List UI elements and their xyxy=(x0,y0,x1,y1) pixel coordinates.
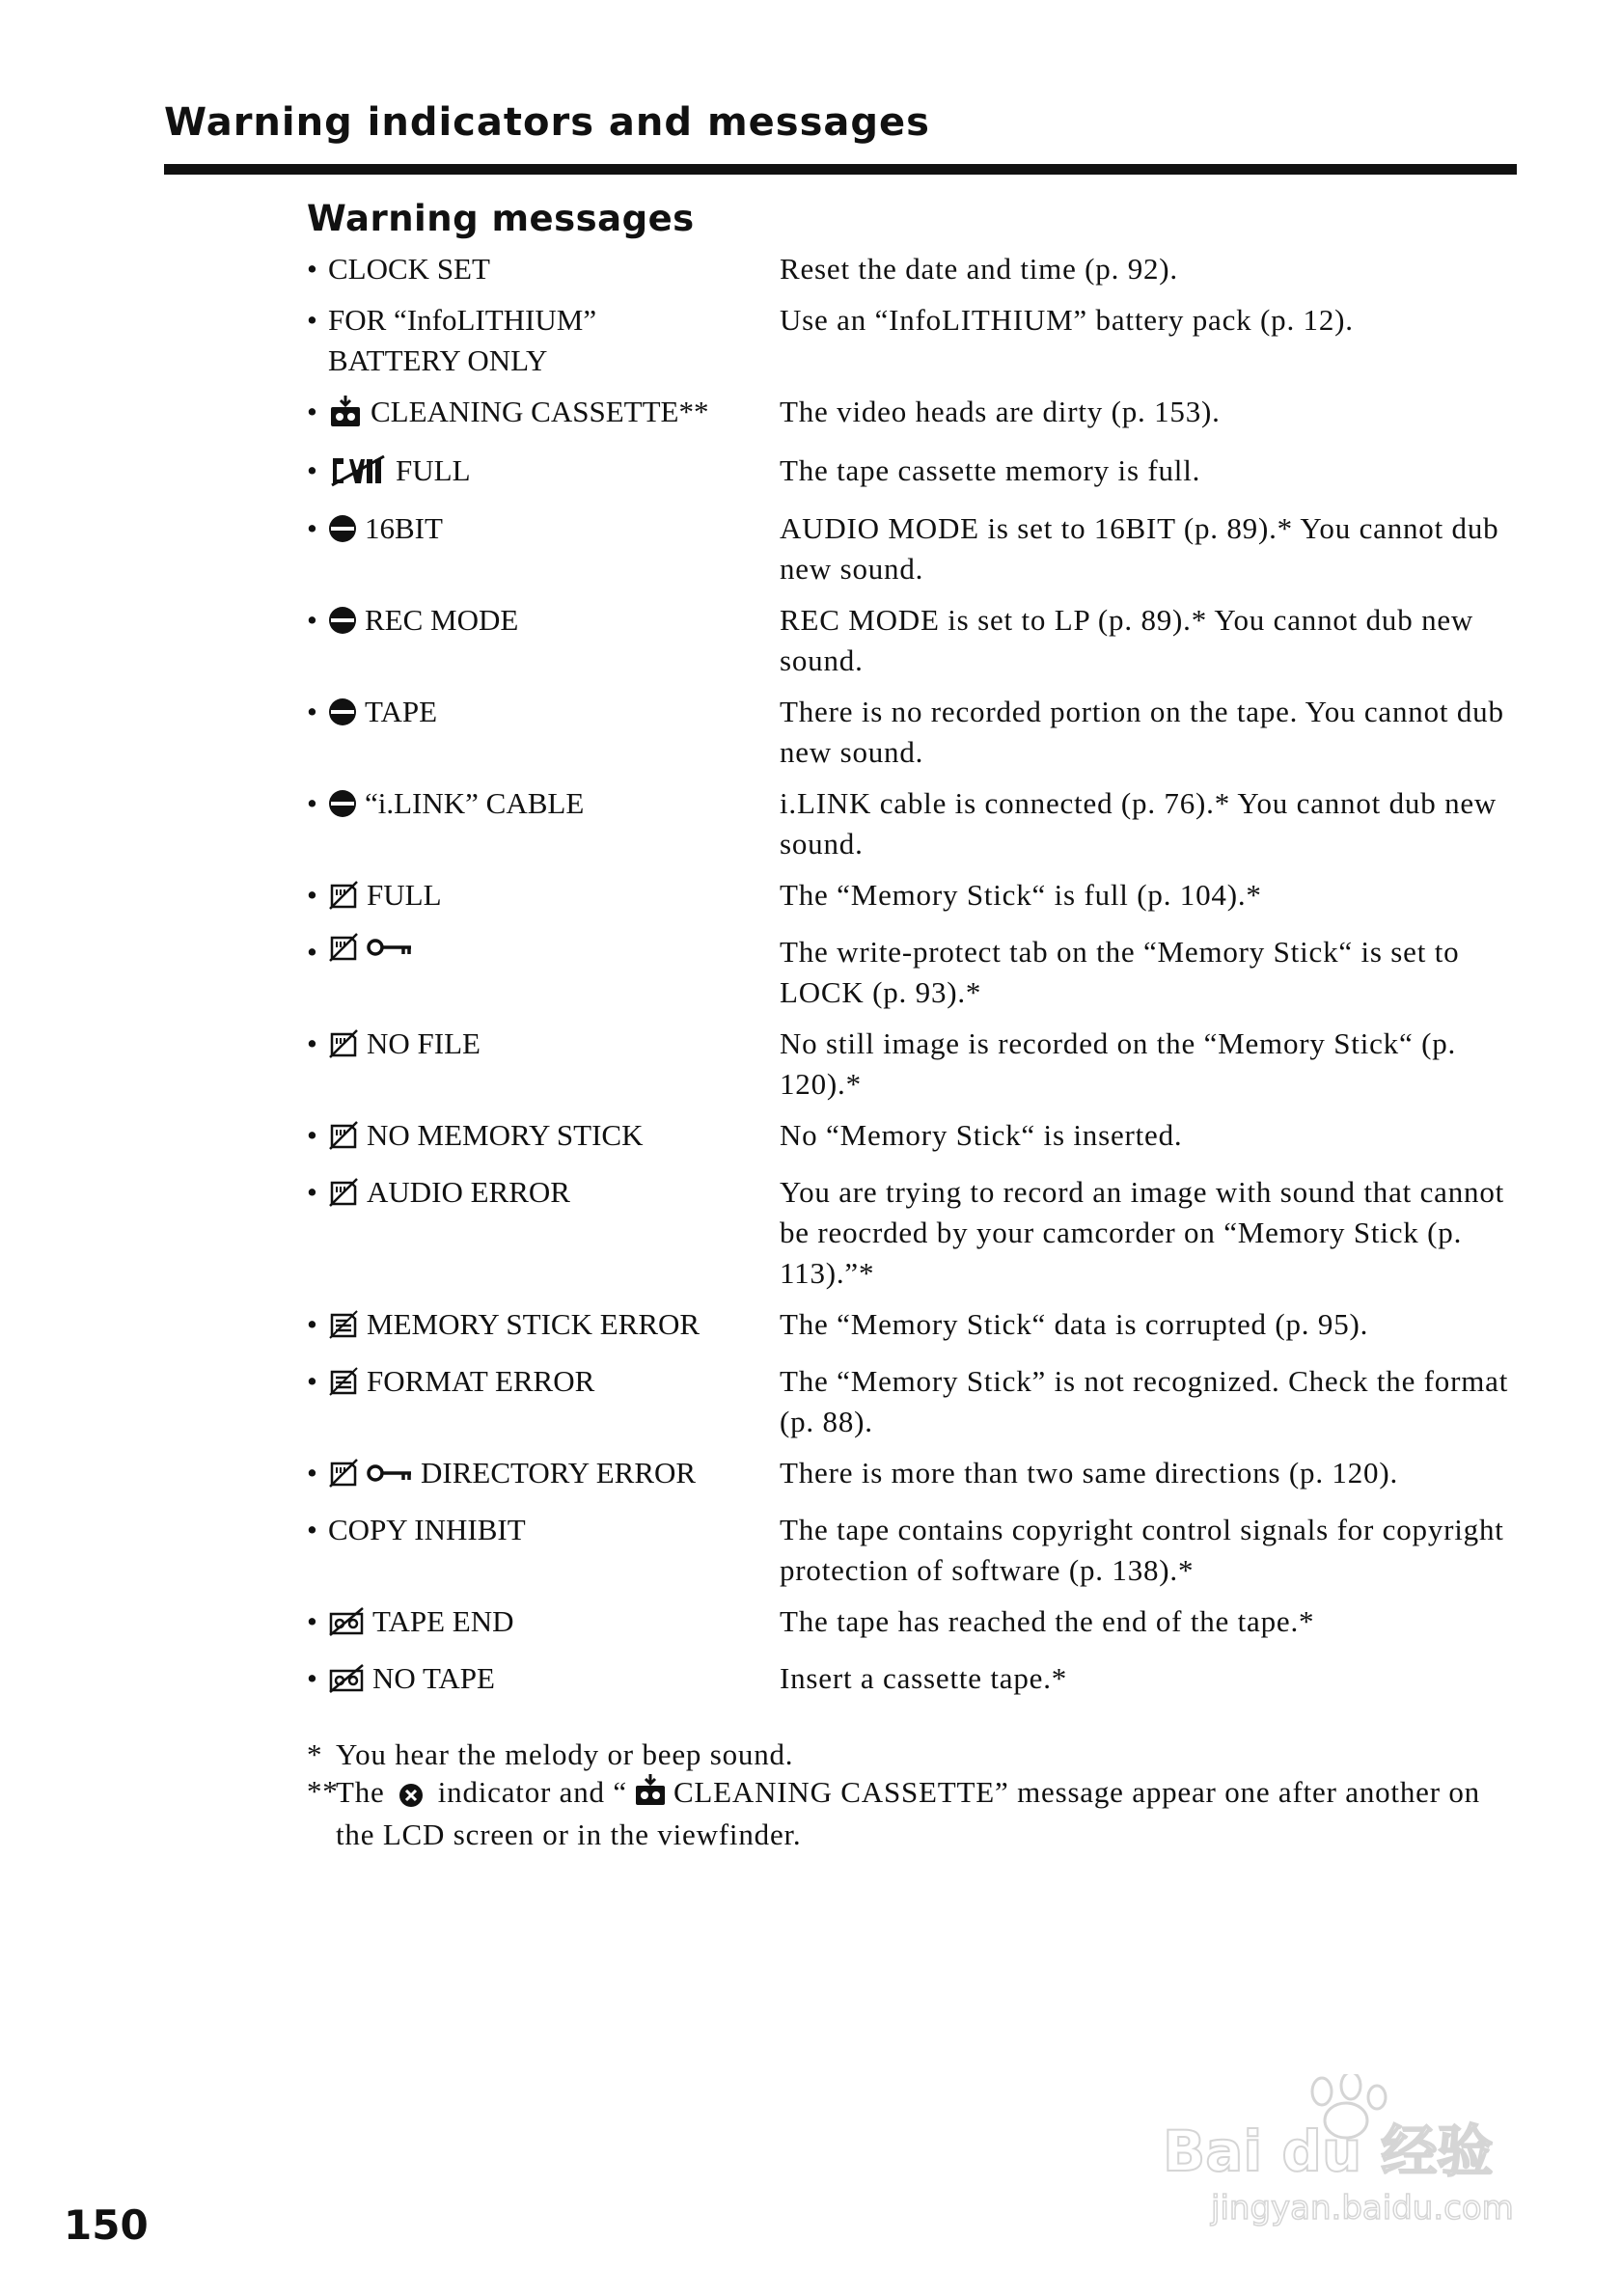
warning-indicator xyxy=(307,451,780,498)
indicator-line xyxy=(328,1361,594,1402)
warning-indicator xyxy=(307,1172,780,1294)
warning-description: There is more than two same directions (p. 120). xyxy=(780,1456,1399,1490)
bullet: • xyxy=(307,1604,317,1638)
indicator-label: NO FILE xyxy=(367,1026,481,1060)
indicator-label: TAPE xyxy=(365,695,438,728)
warning-message-row xyxy=(307,508,1525,589)
bullet: • xyxy=(307,1118,317,1152)
indicator-content xyxy=(328,508,443,554)
indicator-line xyxy=(328,600,518,641)
memory-stick-icon xyxy=(328,1120,359,1151)
bullet: • xyxy=(307,878,317,912)
warning-indicator xyxy=(307,1658,780,1705)
bullet: • xyxy=(307,786,317,820)
indicator-line xyxy=(328,1304,700,1345)
warning-description: The “Memory Stick“ data is corrupted (p. 95). xyxy=(780,1307,1369,1341)
indicator-content xyxy=(328,249,490,289)
bullet: • xyxy=(307,252,317,286)
warning-description: The tape contains copyright control signals for copyright protection of software (p. 138).* xyxy=(780,1513,1504,1587)
indicator-content xyxy=(328,451,471,498)
warning-description: The tape has reached the end of the tape.* xyxy=(780,1604,1315,1638)
warning-message-row xyxy=(307,692,1525,773)
indicator-label: AUDIO ERROR xyxy=(367,1175,570,1209)
indicator-line xyxy=(328,392,708,432)
indicator-label: COPY INHIBIT xyxy=(328,1513,526,1546)
cleaning-cassette-icon xyxy=(633,1773,668,1817)
warning-indicator xyxy=(307,932,780,1013)
bullet: • xyxy=(307,695,317,728)
footnote-2-part-b: indicator and “ xyxy=(437,1775,627,1809)
warning-message-row xyxy=(307,1361,1525,1442)
bullet: • xyxy=(307,935,317,969)
indicator-label: FOR “InfoLITHIUM” xyxy=(328,303,597,337)
warning-indicator xyxy=(307,1115,780,1162)
bullet: • xyxy=(307,1175,317,1209)
bullet: • xyxy=(307,1364,317,1398)
indicator-line xyxy=(328,1510,526,1550)
warning-description: There is no recorded portion on the tape. You cannot dub new sound. xyxy=(780,695,1504,769)
bullet: • xyxy=(307,1307,317,1341)
indicator-line xyxy=(328,300,596,341)
bullet: • xyxy=(307,603,317,637)
warning-description: You are trying to record an image with sound that cannot be reocrded by your camcorder on “Memory Stick (p. 113).”* xyxy=(780,1175,1505,1290)
warning-description: Use an “InfoLITHIUM” battery pack (p. 12). xyxy=(780,303,1354,337)
no-dub-icon xyxy=(328,697,357,726)
indicator-content xyxy=(328,1601,513,1648)
warning-indicator xyxy=(307,392,780,440)
indicator-line xyxy=(328,692,437,732)
bullet: • xyxy=(307,1026,317,1060)
indicator-line xyxy=(328,1024,481,1064)
warning-description: The tape cassette memory is full. xyxy=(780,453,1201,487)
footnote-2 xyxy=(307,1773,1523,1853)
warning-indicator xyxy=(307,692,780,773)
warning-message-row xyxy=(307,1658,1525,1705)
warning-indicator xyxy=(307,1304,780,1351)
indicator-content xyxy=(328,1510,526,1550)
warning-description: The “Memory Stick“ is full (p. 104).* xyxy=(780,878,1262,912)
warning-description: The video heads are dirty (p. 153). xyxy=(780,395,1221,428)
key-icon xyxy=(367,1463,413,1483)
memory-stick-error-icon xyxy=(328,1366,359,1397)
warning-message-row xyxy=(307,932,1525,1013)
indicator-line xyxy=(328,783,584,824)
bullet: • xyxy=(307,511,317,545)
warning-indicator xyxy=(307,508,780,589)
warning-description: Insert a cassette tape.* xyxy=(780,1661,1068,1695)
indicator-label: DIRECTORY ERROR xyxy=(421,1456,697,1490)
warning-indicator xyxy=(307,783,780,864)
cleaning-cassette-icon xyxy=(328,395,363,429)
no-dub-icon xyxy=(328,789,357,818)
warning-indicator xyxy=(307,1510,780,1591)
indicator-label: CLOCK SET xyxy=(328,252,490,286)
indicator-line xyxy=(328,875,442,916)
watermark-url: jingyan.baidu.com xyxy=(1211,2189,1514,2228)
indicator-line xyxy=(328,1658,495,1699)
indicator-content xyxy=(328,1658,495,1705)
warning-message-row xyxy=(307,451,1525,498)
warning-message-row xyxy=(307,1510,1525,1591)
tape-icon xyxy=(328,1606,365,1637)
warning-indicator xyxy=(307,1361,780,1442)
no-dub-icon xyxy=(328,514,357,543)
warning-message-row xyxy=(307,1453,1525,1499)
error-x-icon xyxy=(398,1780,424,1817)
warning-description: REC MODE is set to LP (p. 89).* You cannot dub new sound. xyxy=(780,603,1474,677)
indicator-line xyxy=(328,1453,696,1493)
indicator-label: FORMAT ERROR xyxy=(367,1364,595,1398)
warning-indicator xyxy=(307,1024,780,1105)
indicator-label: FULL xyxy=(367,878,442,912)
indicator-label: TAPE END xyxy=(372,1604,514,1638)
indicator-label: REC MODE xyxy=(365,603,519,637)
warning-message-row xyxy=(307,1172,1525,1294)
indicator-label: CLEANING CASSETTE** xyxy=(371,395,709,428)
warning-message-row xyxy=(307,1601,1525,1648)
warning-description: No still image is recorded on the “Memory Stick“ (p. 120).* xyxy=(780,1026,1457,1101)
indicator-content xyxy=(328,783,584,829)
footnote-1-text: You hear the melody or beep sound. xyxy=(336,1737,794,1771)
memory-stick-error-icon xyxy=(328,1309,359,1340)
indicator-content xyxy=(328,1115,644,1162)
bullet: • xyxy=(307,303,317,337)
indicator-label: MEMORY STICK ERROR xyxy=(367,1307,701,1341)
warning-message-row xyxy=(307,600,1525,681)
watermark-brand: Bai du 经验 xyxy=(1163,2118,1494,2184)
footnotes xyxy=(307,1736,1523,1853)
indicator-content xyxy=(328,1361,594,1408)
memory-stick-icon xyxy=(328,1028,359,1059)
no-dub-icon xyxy=(328,606,357,635)
memory-stick-icon xyxy=(328,880,359,911)
indicator-label: FULL xyxy=(396,453,471,487)
warning-message-row xyxy=(307,300,1525,381)
warning-indicator xyxy=(307,875,780,921)
bullet: • xyxy=(307,1456,317,1490)
warning-indicator xyxy=(307,1453,780,1499)
indicator-line xyxy=(328,451,471,491)
bullet: • xyxy=(307,1661,317,1695)
indicator-content xyxy=(328,600,518,645)
indicator-label: 16BIT xyxy=(365,511,443,545)
warning-message-row xyxy=(307,783,1525,864)
indicator-content xyxy=(328,392,708,440)
footnote-2-mark: ** xyxy=(307,1774,339,1808)
indicator-line xyxy=(328,1172,570,1213)
footnote-2-text xyxy=(336,1773,1523,1853)
warning-description: The write-protect tab on the “Memory Stick“ is set to LOCK (p. 93).* xyxy=(780,935,1460,1009)
warning-message-row xyxy=(307,392,1525,440)
warning-message-list xyxy=(307,249,1525,1715)
cassette-memory-icon xyxy=(328,454,388,487)
warning-description: i.LINK cable is connected (p. 76).* You cannot dub new sound. xyxy=(780,786,1497,861)
indicator-content xyxy=(328,1172,570,1218)
warning-message-row xyxy=(307,1115,1525,1162)
bullet: • xyxy=(307,453,317,487)
key-icon xyxy=(367,938,413,957)
baidu-watermark xyxy=(1153,2074,1558,2228)
footnote-1 xyxy=(307,1736,1523,1773)
warning-description: No “Memory Stick“ is inserted. xyxy=(780,1118,1183,1152)
indicator-content xyxy=(328,1304,700,1351)
memory-stick-icon xyxy=(328,1458,359,1489)
indicator-content xyxy=(328,932,421,973)
warning-message-row xyxy=(307,875,1525,921)
warning-description: AUDIO MODE is set to 16BIT (p. 89).* You cannot dub new sound. xyxy=(780,511,1499,586)
page-title: Warning indicators and messages xyxy=(164,100,930,145)
footnote-2-part-a: The xyxy=(336,1775,385,1809)
indicator-content xyxy=(328,300,596,381)
warning-indicator xyxy=(307,600,780,681)
warning-message-row xyxy=(307,1304,1525,1351)
section-title: Warning messages xyxy=(307,198,695,239)
indicator-line xyxy=(328,508,443,549)
warning-indicator xyxy=(307,1601,780,1648)
warning-message-row xyxy=(307,1024,1525,1105)
warning-indicator xyxy=(307,300,780,381)
bullet: • xyxy=(307,1513,317,1546)
indicator-line xyxy=(328,1115,644,1156)
warning-description: The “Memory Stick” is not recognized. Check the format (p. 88). xyxy=(780,1364,1509,1438)
indicator-line xyxy=(328,932,421,963)
tape-icon xyxy=(328,1663,365,1694)
warning-description: Reset the date and time (p. 92). xyxy=(780,252,1178,286)
indicator-content xyxy=(328,1453,696,1499)
indicator-line xyxy=(328,1601,513,1642)
indicator-label: “i.LINK” CABLE xyxy=(365,786,585,820)
indicator-content xyxy=(328,1024,481,1070)
memory-stick-icon xyxy=(328,932,359,963)
indicator-line xyxy=(328,249,490,289)
footnote-1-mark: * xyxy=(307,1737,323,1771)
indicator-label: NO MEMORY STICK xyxy=(367,1118,644,1152)
page-number: 150 xyxy=(64,2201,149,2249)
footnote-2-part-c: CLEANING CASSETTE” message appear one after another on the LCD screen or in the viewfinder. xyxy=(336,1775,1480,1851)
warning-indicator xyxy=(307,249,780,289)
indicator-content xyxy=(328,692,437,737)
indicator-content xyxy=(328,875,442,921)
bullet: • xyxy=(307,395,317,428)
warning-message-row xyxy=(307,249,1525,289)
indicator-label: NO TAPE xyxy=(372,1661,495,1695)
indicator-label-line2: BATTERY ONLY xyxy=(328,343,548,377)
memory-stick-icon xyxy=(328,1177,359,1208)
title-rule xyxy=(164,164,1517,175)
